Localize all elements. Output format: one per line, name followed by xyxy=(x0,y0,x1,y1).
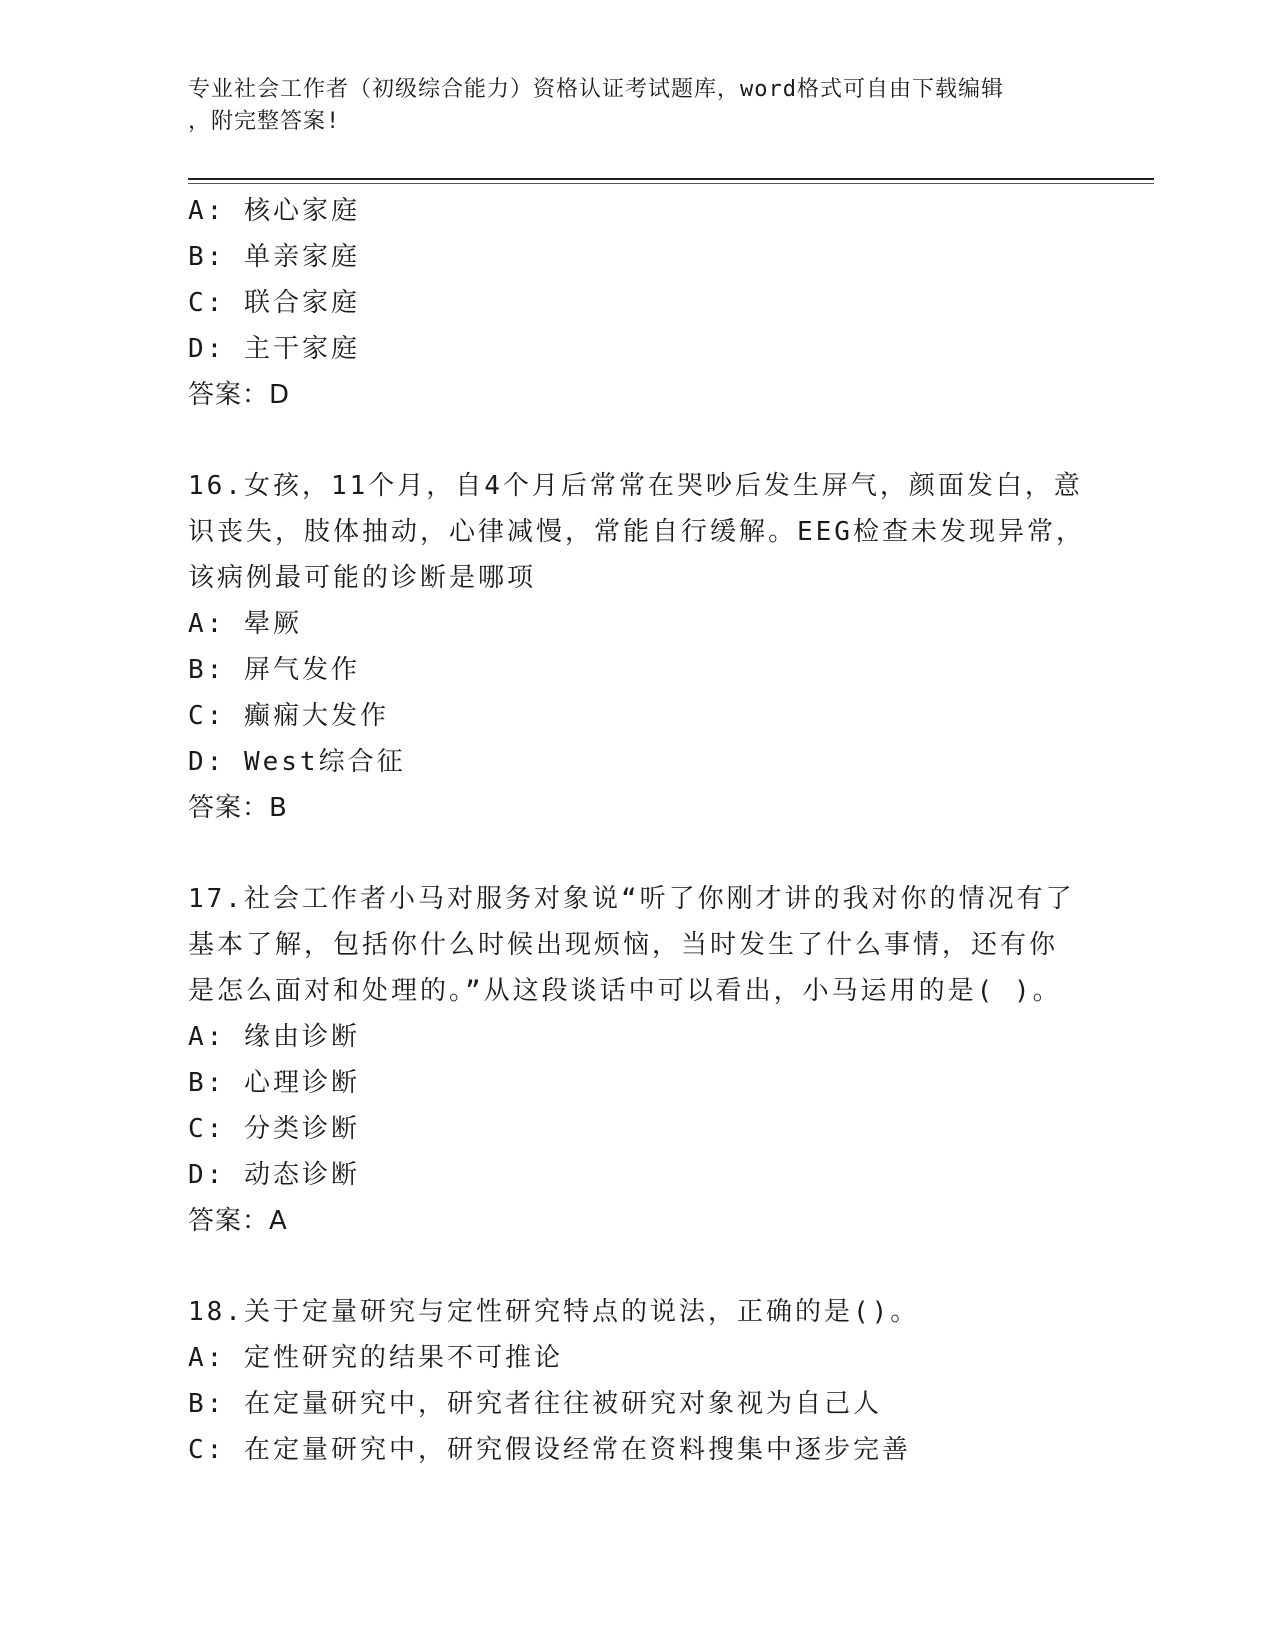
header-divider-thin xyxy=(188,183,1154,184)
question-list xyxy=(188,188,1088,1473)
option-b: B: 在定量研究中，研究者往往被研究对象视为自己人 xyxy=(188,1389,882,1419)
option-d: D: 动态诊断 xyxy=(188,1160,360,1190)
answer: 答案：A xyxy=(188,1206,288,1236)
option-c: C: 在定量研究中，研究假设经常在资料搜集中逐步完善 xyxy=(188,1435,911,1465)
option-a: A: 晕厥 xyxy=(188,609,302,639)
header-divider-thick xyxy=(188,178,1154,180)
option-b: B: 心理诊断 xyxy=(188,1068,360,1098)
option-d: D: 主干家庭 xyxy=(188,334,360,364)
question-17 xyxy=(188,876,1088,1244)
question-stem-line: 识丧失，肢体抽动，心律减慢，常能自行缓解。EEG检查未发现异常， xyxy=(188,517,1085,547)
option-a: A: 核心家庭 xyxy=(188,196,360,226)
option-b: B: 屏气发作 xyxy=(188,655,360,685)
question-stem-line: 基本了解，包括你什么时候出现烦恼，当时发生了什么事情，还有你 xyxy=(188,930,1059,960)
question-stem-line: 是怎么面对和处理的。”从这段谈话中可以看出，小马运用的是( )。 xyxy=(188,976,1062,1006)
option-b: B: 单亲家庭 xyxy=(188,242,360,272)
question-15 xyxy=(188,188,1088,418)
spacer xyxy=(188,418,1088,463)
option-c: C: 分类诊断 xyxy=(188,1114,360,1144)
answer: 答案：D xyxy=(188,380,291,410)
spacer xyxy=(188,1244,1088,1289)
question-stem-line: 17.社会工作者小马对服务对象说“听了你刚才讲的我对你的情况有了 xyxy=(188,884,1075,914)
option-c: C: 联合家庭 xyxy=(188,288,360,318)
question-stem-line: 16.女孩，11个月，自4个月后常常在哭吵后发生屏气，颜面发白，意 xyxy=(188,471,1083,501)
option-a: A: 缘由诊断 xyxy=(188,1022,360,1052)
answer: 答案：B xyxy=(188,793,288,823)
document-header xyxy=(188,74,1088,138)
question-16 xyxy=(188,463,1088,831)
spacer xyxy=(188,831,1088,876)
question-stem-line: 该病例最可能的诊断是哪项 xyxy=(188,563,537,593)
option-a: A: 定性研究的结果不可推论 xyxy=(188,1343,563,1373)
question-18 xyxy=(188,1289,1088,1473)
header-line-1: 专业社会工作者（初级综合能力）资格认证考试题库，word格式可自由下载编辑 xyxy=(188,77,1004,102)
option-c: C: 癫痫大发作 xyxy=(188,701,389,731)
header-line-2: ，附完整答案! xyxy=(188,109,341,134)
option-d: D: West综合征 xyxy=(188,747,406,777)
question-stem-line: 18.关于定量研究与定性研究特点的说法，正确的是()。 xyxy=(188,1297,920,1327)
